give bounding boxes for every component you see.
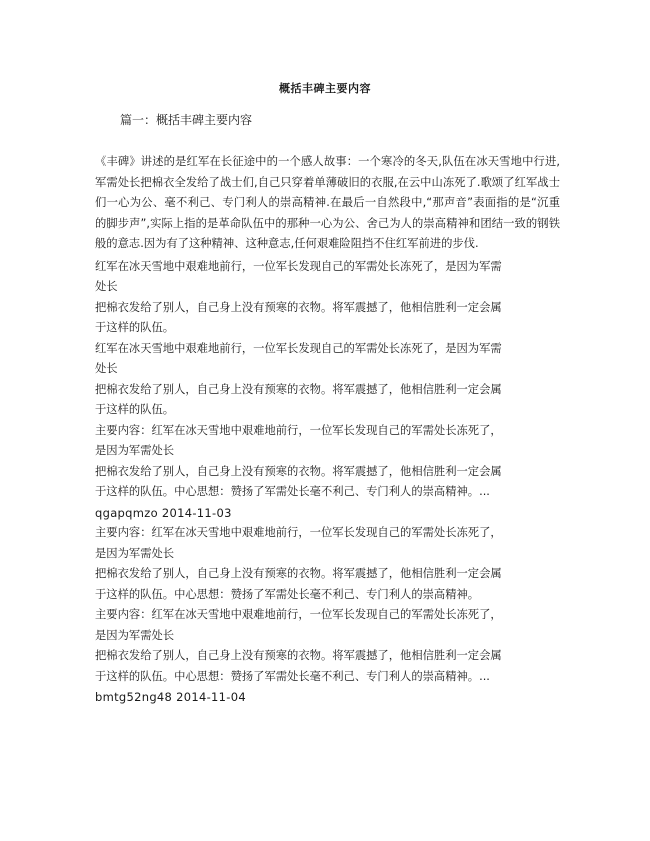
answer-meta: bmtg52ng48 2014-11-04	[95, 690, 246, 704]
text-line: 于这样的队伍。	[95, 321, 175, 334]
text-line: 处长	[95, 362, 118, 375]
text-line: 主要内容：红军在冰天雪地中艰难地前行，一位军长发现自己的军需处长冻死了，	[95, 423, 502, 437]
text-line: 于这样的队伍。	[95, 403, 175, 416]
text-line: 把棉衣发给了别人，自己身上没有预寒的衣物。将军震撼了，他相信胜利一定会属	[95, 382, 502, 396]
intro-paragraph: 《丰碑》讲述的是红军在长征途中的一个感人故事：一个寒冷的冬天,队伍在冰天雪地中行进,军需处长把棉衣全发给了战士们,自己只穿着单薄破旧的衣服,在云中山冻死了.歌颂了红军战士们一心为公、毫不利己、专门利人的崇高精神.在最后一自然段中,“那声音”表面指的是“沉重的脚步声”,实际上指的是革命队伍中的那种一心为公、舍己为人的崇高精神和团结一致的钢铁般的意志.因为有了这种精神、这种意志,任何艰难险阻挡不住红军前进的步伐.	[95, 155, 560, 250]
text-line: 红军在冰天雪地中艰难地前行，一位军长发现自己的军需处长冻死了，是因为军需	[95, 341, 502, 355]
text-line: 把棉衣发给了别人，自己身上没有预寒的衣物。将军震撼了，他相信胜利一定会属	[95, 300, 502, 314]
text-line: 处长	[95, 280, 118, 293]
section-heading: 篇一：概括丰碑主要内容	[120, 113, 253, 127]
text-line: 是因为军需处长	[95, 546, 175, 560]
text-line: 红军在冰天雪地中艰难地前行，一位军长发现自己的军需处长冻死了，是因为军需	[95, 259, 502, 273]
text-line: 于这样的队伍。中心思想：赞扬了军需处长毫不利己、专门利人的崇高精神。...	[95, 669, 490, 683]
text-line: 于这样的队伍。中心思想：赞扬了军需处长毫不利己、专门利人的崇高精神。	[95, 587, 480, 601]
text-line: 主要内容：红军在冰天雪地中艰难地前行，一位军长发现自己的军需处长冻死了，	[95, 608, 502, 621]
text-line: 把棉衣发给了别人，自己身上没有预寒的衣物。将军震撼了，他相信胜利一定会属	[95, 567, 502, 580]
document-body	[95, 152, 560, 708]
page-title: 概括丰碑主要内容	[279, 82, 371, 95]
text-line: 把棉衣发给了别人，自己身上没有预寒的衣物。将军震撼了，他相信胜利一定会属	[95, 464, 502, 478]
text-line: 是因为军需处长	[95, 444, 175, 457]
text-line: 主要内容：红军在冰天雪地中艰难地前行，一位军长发现自己的军需处长冻死了，	[95, 526, 502, 539]
text-line: 于这样的队伍。中心思想：赞扬了军需处长毫不利己、专门利人的崇高精神。...	[95, 485, 490, 498]
answer-meta: qgapqmzo 2014-11-03	[95, 505, 232, 520]
text-line: 把棉衣发给了别人，自己身上没有预寒的衣物。将军震撼了，他相信胜利一定会属	[95, 649, 502, 662]
text-line: 是因为军需处长	[95, 628, 175, 642]
